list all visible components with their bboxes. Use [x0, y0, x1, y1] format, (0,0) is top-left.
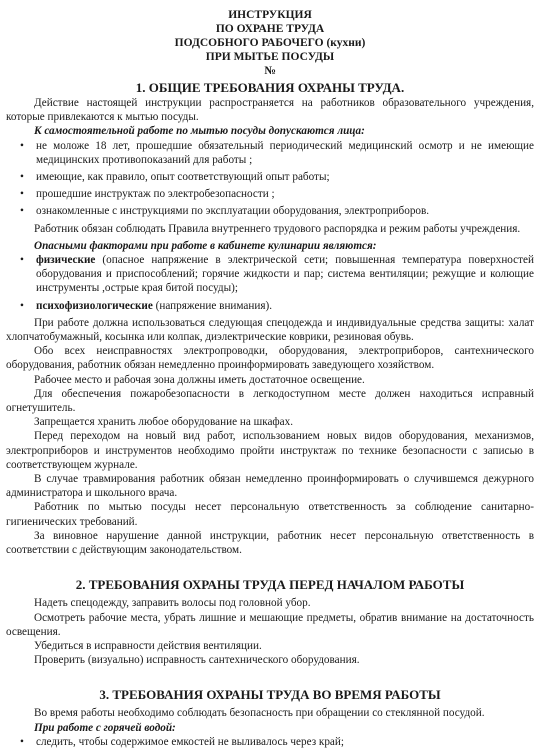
- list-item: • физические (опасное напряжение в электрической сети; повышенная температура поверхностей оборудования и приспособлений; горячие жидкости и пар; система вентиляции; режущие и колющие инструменты ,острые края битой посуды);: [20, 254, 534, 295]
- list-item: • психофизиологические (напряжение внимания).: [20, 299, 273, 312]
- section1-admission-heading: К самостоятельной работе по мытью посуды допускаются лица:: [34, 125, 365, 138]
- list-item: • не моложе 18 лет, прошедшие обязательный периодический медицинский осмотр и не имеющие медицинских противопоказаний для работы ;: [20, 139, 534, 166]
- section1-paragraph: Работник обязан соблюдать Правила внутреннего трудового распорядка и режим работы учреждения.: [34, 222, 521, 235]
- hazards-heading: Опасными факторами при работе в кабинете кулинарии являются:: [34, 239, 377, 252]
- section2-paragraph: Убедиться в исправности действия вентиляции.: [34, 639, 262, 652]
- admission-list: [6, 139, 534, 219]
- section1-paragraph: Обо всех неисправностях электропроводки, оборудования, электроприборов, сантехнического оборудования, работник обязан немедленно проинформировать заведующего хозяйством.: [6, 345, 534, 372]
- section1-title: 1. ОБЩИЕ ТРЕБОВАНИЯ ОХРАНЫ ТРУДА.: [135, 80, 405, 95]
- hazards-list: [6, 253, 534, 313]
- section1-paragraph: В случае травмирования работник обязан немедленно проинформировать о случившемся дежурного администратора и школьного врача.: [6, 473, 534, 500]
- section1-paragraph: Для обеспечения пожаробезопасности в легкодоступном месте должен находиться исправный огнетушитель.: [6, 387, 534, 415]
- document-header: [6, 8, 534, 78]
- bullet-icon: •: [20, 188, 24, 201]
- section2-title: 2. ТРЕБОВАНИЯ ОХРАНЫ ТРУДА ПЕРЕД НАЧАЛОМ РАБОТЫ: [75, 577, 465, 593]
- section2-paragraph: Проверить (визуально) исправность сантехнического оборудования.: [34, 654, 360, 667]
- section1-paragraph: Запрещается хранить любое оборудование на шкафах.: [34, 416, 294, 429]
- bullet-icon: •: [20, 205, 24, 218]
- bullet-icon: •: [20, 735, 24, 748]
- list-item: • имеющие, как правило, опыт соответствующий опыт работы;: [20, 171, 330, 184]
- bullet-icon: •: [20, 299, 24, 312]
- section1-paragraph: Действие настоящей инструкции распространяется на работников образовательного учреждения, которые привлекаются к мытью посуды.: [6, 97, 534, 124]
- section2-paragraph: Осмотреть рабочие места, убрать лишние и мешающие предметы, обратив внимание на достаточность освещения.: [6, 611, 534, 638]
- section2-paragraph: Надеть спецодежду, заправить волосы под головной убор.: [34, 597, 311, 610]
- section1-paragraph: При работе должна использоваться следующая спецодежда и индивидуальные средства защиты: халат хлопчатобумажный, косынка или колпак, диэлектрические коврики, резиновая обувь.: [6, 316, 534, 344]
- section1-paragraph: За виновное нарушение данной инструкции, работник несет персональную ответственность в соответствии с действующим законодательством.: [6, 529, 534, 557]
- list-item: • прошедшие инструктаж по электробезопасности ;: [20, 188, 275, 201]
- section1-paragraph: Рабочее место и рабочая зона должны иметь достаточное освещение.: [34, 373, 365, 386]
- header-number: №: [264, 65, 276, 77]
- list-item: • следить, чтобы содержимое емкостей не выливалось через край;: [20, 735, 344, 748]
- header-title: ИНСТРУКЦИЯ: [228, 9, 312, 21]
- section3-paragraph: Во время работы необходимо соблюдать безопасность при обращении со стеклянной посудой.: [34, 707, 485, 720]
- hot-water-list: [6, 735, 534, 749]
- section1-paragraph: Работник по мытью посуды несет персональную ответственность за соблюдение санитарно-гигиенических требований.: [6, 501, 534, 528]
- bullet-icon: •: [20, 139, 24, 152]
- header-subtitle: ПО ОХРАНЕ ТРУДА: [215, 23, 325, 35]
- header-position: ПОДСОБНОГО РАБОЧЕГО (кухни): [174, 37, 366, 49]
- header-task: ПРИ МЫТЬЕ ПОСУДЫ: [205, 51, 335, 63]
- bullet-icon: •: [20, 171, 24, 184]
- bullet-icon: •: [20, 254, 24, 267]
- hot-water-heading: При работе с горячей водой:: [34, 721, 176, 734]
- list-item: • ознакомленные с инструкциями по эксплуатации оборудования, электроприборов.: [20, 205, 430, 218]
- section3-title: 3. ТРЕБОВАНИЯ ОХРАНЫ ТРУДА ВО ВРЕМЯ РАБОТЫ: [99, 687, 441, 703]
- section1-paragraph: Перед переходом на новый вид работ, использованием новых видов оборудования, механизмов, электроприборов и инструментов необходимо пройти инструктаж по технике безопасности с записью в соответствующем журнале.: [6, 430, 534, 471]
